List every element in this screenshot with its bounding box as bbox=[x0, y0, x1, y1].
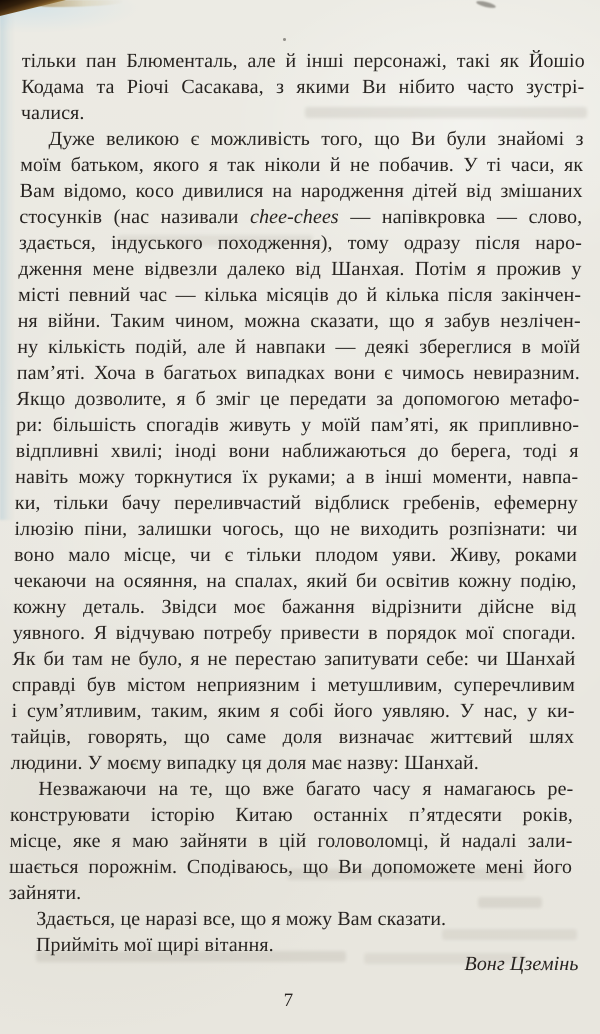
scan-artifact bbox=[476, 0, 497, 9]
text-segment: стосунків (нас називали bbox=[19, 206, 251, 228]
text-line bbox=[19, 204, 582, 230]
text-line: шається порожнім. Сподіваюсь, що Ви допоможете мені його bbox=[8, 856, 573, 878]
text-line: дження мене відвезли далеко від Шанхая. Потім я прожив у bbox=[18, 258, 582, 280]
text-line: Прийміть мої щирі вітання. bbox=[35, 934, 274, 956]
text-line: кожну деталь. Звідси моє бажання відрізнити дійсне від bbox=[13, 596, 577, 618]
text-line: зайняти. bbox=[8, 882, 82, 904]
ink-speck bbox=[283, 38, 286, 41]
text-line: Вам відомо, косо дивилися на народження дітей від змішаних bbox=[19, 180, 583, 202]
text-line: ри: більшість спогадів живуть у моїй пам’яті, як припливно- bbox=[15, 414, 580, 436]
text-line: здається, індуського походження), тому одразу після наро- bbox=[18, 232, 583, 254]
text-line: Якщо дозволите, я б зміг це передати за допомогою метафо- bbox=[16, 388, 580, 410]
text-line: конструювати історію Китаю останніх п’ятдесяти років, bbox=[9, 804, 574, 826]
text-line: і сум’ятливим, таким, яким я собі його уявляю. У нас, у ки- bbox=[11, 700, 575, 722]
page-edge-tint bbox=[0, 0, 14, 520]
text-line: ня війни. Таким чином, можна сказати, що я забув незлічен- bbox=[17, 310, 581, 332]
text-line: Незважаючи на те, що вже багато часу я намагаюсь ре- bbox=[38, 778, 574, 800]
text-line: місті певний час — кілька місяців до й кілька після закінчен- bbox=[17, 284, 582, 306]
text-line: ки, тільки бачу переливчастий відблиск гребенів, ефемерну bbox=[14, 492, 579, 514]
text-line: Дуже великою є можливість того, що Ви були знайомі з bbox=[48, 128, 584, 150]
page-text bbox=[7, 48, 585, 1014]
text-line: Здається, це наразі все, що я можу Вам сказати. bbox=[36, 908, 447, 930]
text-line: чекаючи на осяяння, на спалах, який би освітив кожну подію, bbox=[13, 570, 577, 592]
text-line: Як би там не було, я не перестаю запитувати себе: чи Шанхай bbox=[12, 648, 576, 670]
text-line: тайців, говорять, що саме доля визначає життєвий шлях bbox=[11, 726, 575, 748]
text-line: ну кількість подій, але й навпаки — деякі збереглися в моїй bbox=[17, 336, 581, 358]
text-line: воно мало місце, чи є тільки плодом уяви. Живу, роками bbox=[13, 544, 578, 566]
text-line: відпливні хвилі; іноді вони наближаються до берега, тоді я bbox=[15, 440, 579, 462]
italic-term: chee-chees bbox=[249, 206, 339, 228]
text-line: справді був містом неприязним і метушливим, суперечливим bbox=[11, 674, 576, 696]
text-segment: — напівкровка — слово, bbox=[338, 206, 583, 228]
text-line: місце, яке я маю зайняти в цій головоломці, й надалі зали- bbox=[9, 830, 573, 852]
author-signature: Вонг Цземінь bbox=[464, 953, 579, 975]
text-line: моїм батьком, якого я так ніколи й не побачив. У ті часи, як bbox=[19, 154, 584, 176]
text-line: чалися. bbox=[20, 102, 85, 124]
text-line: уявного. Я відчуваю потребу привести в порядок мої спогади. bbox=[12, 622, 576, 644]
text-line: ілюзію піни, залишки чогось, що не виходить розпізнати: чи bbox=[14, 518, 578, 540]
page-number: 7 bbox=[283, 990, 294, 1011]
text-line: тільки пан Блюменталь, але й інші персонажі, такі як Йошіо bbox=[21, 50, 585, 72]
text-line: людини. У моєму випадку ця доля має назву: Шанхай. bbox=[10, 752, 480, 774]
text-line: Кодама та Ріочі Сасакава, з якими Ви нібито часто зустрі- bbox=[21, 76, 585, 98]
text-line: навіть можу торкнутися їх руками; а в інші моменти, навпа- bbox=[15, 466, 579, 488]
text-line: пам’яті. Хоча в багатьох випадках вони є чимось невиразним. bbox=[16, 362, 581, 384]
